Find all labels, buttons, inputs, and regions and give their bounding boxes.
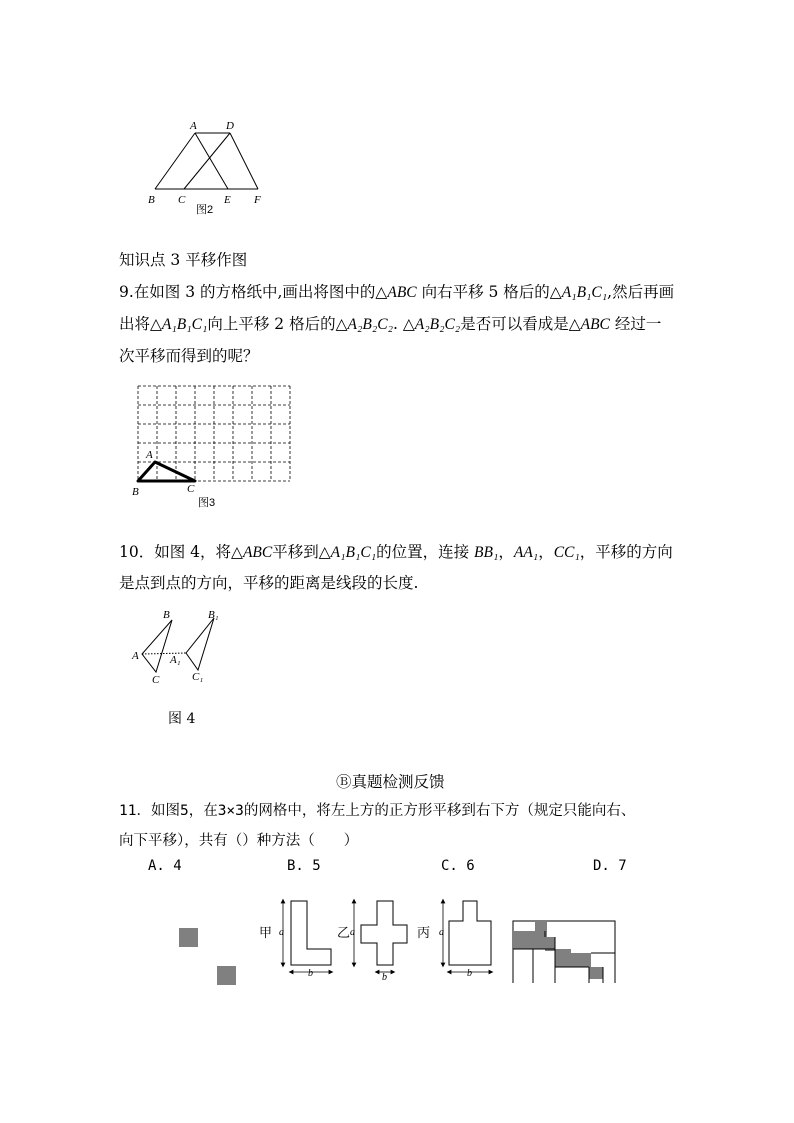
fig2-label-b: B <box>148 194 155 206</box>
fig5-label-jia: 甲 <box>259 926 273 941</box>
q9-line-3: 次平移而得到的呢？ <box>119 347 259 365</box>
section-3-title: 知识点 3 平移作图 <box>119 251 248 269</box>
q10-aa1: AA₁ <box>513 544 539 561</box>
q9-text: 9.在如图 3 的方格纸中,画出将图中的△ <box>119 283 388 301</box>
q10-text: 10．如图 4，将△ <box>119 543 243 561</box>
q9-text: 出将△ <box>119 315 162 333</box>
fig5-label-yi: 乙 <box>337 926 351 941</box>
q11-line-1: 11．如图5，在3×3的网格中，将左上方的正方形平移到右下方（规定只能向右、 <box>119 803 636 819</box>
fig3-grid <box>138 386 290 481</box>
fig5-bing-b: b <box>467 968 472 979</box>
q11-option-b: B. 5 <box>287 858 321 874</box>
fig5-jia-b: b <box>308 968 313 979</box>
q10-cc1: CC₁ <box>553 544 580 561</box>
q11-option-a: A. 4 <box>148 858 182 874</box>
fig5-bing-a: a <box>439 927 444 938</box>
fig3-label-c: C <box>187 483 195 495</box>
fig5-label-bing: 丙 <box>417 926 431 941</box>
fig5-yi-a: a <box>350 927 355 938</box>
fig5-shape-jia <box>291 901 331 965</box>
q9-text: 是否可以看成是△ <box>460 315 581 333</box>
q11-option-c: C. 6 <box>441 858 475 874</box>
q10-text: ， <box>498 543 514 561</box>
q9-abc: ABC <box>580 316 610 333</box>
fig2-caption: 图2 <box>196 204 214 215</box>
q10-line-2: 是点到点的方向，平移的距离是线段的长度. <box>119 574 419 592</box>
q9-a2b2c2: A₂B₂C₂ <box>414 316 461 333</box>
q11-option-d: D. 7 <box>593 858 627 874</box>
figure-4 <box>128 604 238 690</box>
section-b-title: Ⓑ真题检测反馈 <box>336 773 445 791</box>
fig4-label-a: A <box>132 650 139 662</box>
fig2-label-a: A <box>190 120 197 132</box>
q9-line-1 <box>119 280 674 302</box>
fig4-label-c1: C₁ <box>192 671 204 683</box>
q11-line-2: 向下平移），共有（）种方法（ ） <box>119 833 359 849</box>
fig5-shape-yi <box>361 901 407 965</box>
q10-bb1: BB₁ <box>474 544 499 561</box>
fig4-label-a1: A₁ <box>170 654 181 666</box>
fig2-segment-df <box>230 133 258 189</box>
q10-text: 的位置，连接 <box>376 543 475 561</box>
fig4-label-b: B <box>163 609 170 621</box>
q10-abc: ABC <box>242 544 273 561</box>
figure-5-shapes <box>255 893 620 983</box>
fig3-label-a: A <box>146 449 153 461</box>
q9-text: ,然后再画 <box>607 283 675 301</box>
fig4-triangle-a1b1c1 <box>186 618 214 670</box>
q10-text: ， <box>538 543 554 561</box>
fig5-shape-bing <box>449 901 491 965</box>
fig4-label-b1: B₁ <box>208 609 219 621</box>
fig2-label-e: E <box>224 194 231 206</box>
q9-a2b2c2: A₂B₂C₂ <box>347 316 393 333</box>
q10-text: ，平移的方向 <box>579 543 673 561</box>
fig5-square-bottom-right <box>217 966 236 985</box>
fig4-caption: 图 4 <box>168 711 196 727</box>
q9-abc: ABC <box>387 284 417 301</box>
fig5-yi-b: b <box>382 972 387 983</box>
q10-a1b1c1: A₁B₁C₁ <box>330 544 377 561</box>
fig5-square-top-left <box>179 928 198 947</box>
fig2-segment-ab <box>155 133 195 189</box>
fig5-jia-a: a <box>279 927 284 938</box>
q9-a1b1c1: A₁B₁C₁ <box>161 316 208 333</box>
fig2-label-f: F <box>254 194 261 206</box>
fig2-label-c: C <box>178 194 186 206</box>
figure-3 <box>128 380 298 512</box>
q10-text: 平移到△ <box>272 543 331 561</box>
q9-text: 向上平移 2 格后的△ <box>207 315 348 333</box>
figure-2 <box>140 115 280 215</box>
q9-text: 向右平移 5 格后的△ <box>416 283 562 301</box>
fig3-triangle-abc <box>138 462 195 481</box>
fig4-label-c: C <box>152 674 160 686</box>
q9-line-2 <box>119 312 661 334</box>
q9-text: . △ <box>392 315 415 333</box>
q9-a1b1c1: A₁B₁C₁ <box>561 284 608 301</box>
q10-line-1 <box>119 540 673 562</box>
fig3-caption: 图3 <box>198 497 216 509</box>
fig3-label-b: B <box>132 486 139 498</box>
fig2-label-d: D <box>226 120 234 132</box>
q9-text: 经过一 <box>609 315 662 333</box>
fig4-triangle-abc <box>142 620 172 672</box>
